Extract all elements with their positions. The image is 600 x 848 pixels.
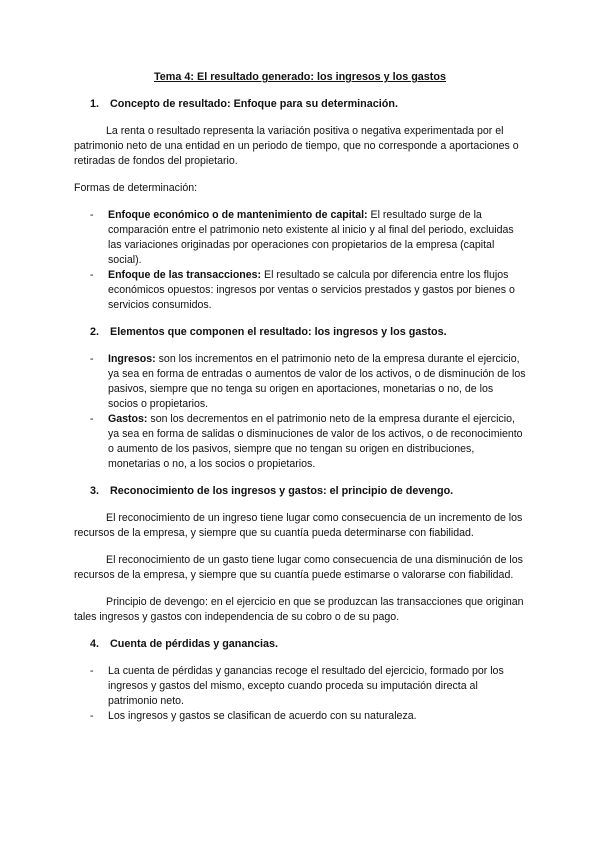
list-item bbox=[74, 208, 526, 268]
dash-marker: - bbox=[90, 413, 94, 425]
list-item-text: La cuenta de pérdidas y ganancias recoge el resultado del ejercicio, formado por los ingresos y gastos del mismo, excepto cuando proceda su imputación directa al patrimonio neto. bbox=[108, 665, 504, 707]
paragraph: La renta o resultado representa la variación positiva o negativa experimentada por el patrimonio neto de una entidad en un periodo de tiempo, que no corresponde a aportaciones o retiradas de fondos del propietario. bbox=[74, 125, 519, 167]
list-item bbox=[74, 412, 526, 472]
list-item-term: Gastos: bbox=[108, 413, 148, 425]
section-number: 3. bbox=[90, 485, 100, 497]
list-item-text: El resultado se calcula por diferencia entre los flujos económicos opuestos: ingresos por ventas o servicios prestados y gastos por bienes o servicios consumidos. bbox=[108, 269, 515, 311]
section-1-heading bbox=[74, 97, 526, 112]
section-number: 1. bbox=[90, 98, 100, 110]
list-item-term: Ingresos: bbox=[108, 353, 156, 365]
list-item-term: Enfoque de las transacciones: bbox=[108, 269, 262, 281]
section-number: 2. bbox=[90, 326, 100, 338]
paragraph: Principio de devengo: en el ejercicio en que se produzcan las transacciones que originan tales ingresos y gastos con independencia de su cobro o de su pago. bbox=[74, 596, 524, 623]
bullet-list bbox=[74, 352, 526, 472]
paragraph: Formas de determinación: bbox=[74, 182, 198, 194]
paragraph: El reconocimiento de un gasto tiene lugar como consecuencia de una disminución de los recursos de la empresa, y siempre que su cuantía puede estimarse o valorarse con fiabilidad. bbox=[74, 554, 523, 581]
dash-marker: - bbox=[90, 269, 94, 281]
dash-marker: - bbox=[90, 353, 94, 365]
dash-marker: - bbox=[90, 665, 94, 677]
list-item-text: Los ingresos y gastos se clasifican de acuerdo con su naturaleza. bbox=[108, 710, 417, 722]
list-item bbox=[74, 664, 526, 709]
section-4-heading bbox=[74, 637, 526, 652]
bullet-list bbox=[74, 664, 526, 724]
list-item-text: son los incrementos en el patrimonio neto de la empresa durante el ejercicio, ya sea en forma de entradas o aumentos de valor de los activos, o de disminución de los pasivos, siempre que no tenga su origen en aportaciones, monetarias o no, de los socios o propietarios. bbox=[108, 353, 526, 410]
dash-marker: - bbox=[90, 209, 94, 221]
dash-marker: - bbox=[90, 710, 94, 722]
list-item-term: Enfoque económico o de mantenimiento de capital: bbox=[108, 209, 368, 221]
section-title: Concepto de resultado: Enfoque para su determinación. bbox=[110, 98, 398, 110]
section-number: 4. bbox=[90, 638, 100, 650]
list-item-text: El resultado surge de la comparación entre el patrimonio neto existente al inicio y al final del periodo, excluidas las variaciones originadas por operaciones con propietarios de la empresa (capital social). bbox=[108, 209, 514, 266]
section-3-heading bbox=[74, 484, 526, 499]
section-title: Elementos que componen el resultado: los ingresos y los gastos. bbox=[110, 326, 447, 338]
list-item-text: son los decrementos en el patrimonio neto de la empresa durante el ejercicio, ya sea en forma de salidas o disminuciones de valor de los activos, o de reconocimiento o aumento de los pasivos, siempre que no tengan su origen en distribuciones, monetarias o no, a los socios o propietarios. bbox=[108, 413, 523, 470]
paragraph: El reconocimiento de un ingreso tiene lugar como consecuencia de un incremento de los recursos de la empresa, y siempre que su cuantía pueda determinarse con fiabilidad. bbox=[74, 512, 523, 539]
list-item bbox=[74, 709, 526, 724]
list-item bbox=[74, 352, 526, 412]
document-title: Tema 4: El resultado generado: los ingresos y los gastos bbox=[154, 71, 446, 83]
section-title: Cuenta de pérdidas y ganancias. bbox=[110, 638, 279, 650]
bullet-list bbox=[74, 208, 526, 313]
section-title: Reconocimiento de los ingresos y gastos: el principio de devengo. bbox=[110, 485, 454, 497]
section-2-heading bbox=[74, 325, 526, 340]
list-item bbox=[74, 268, 526, 313]
